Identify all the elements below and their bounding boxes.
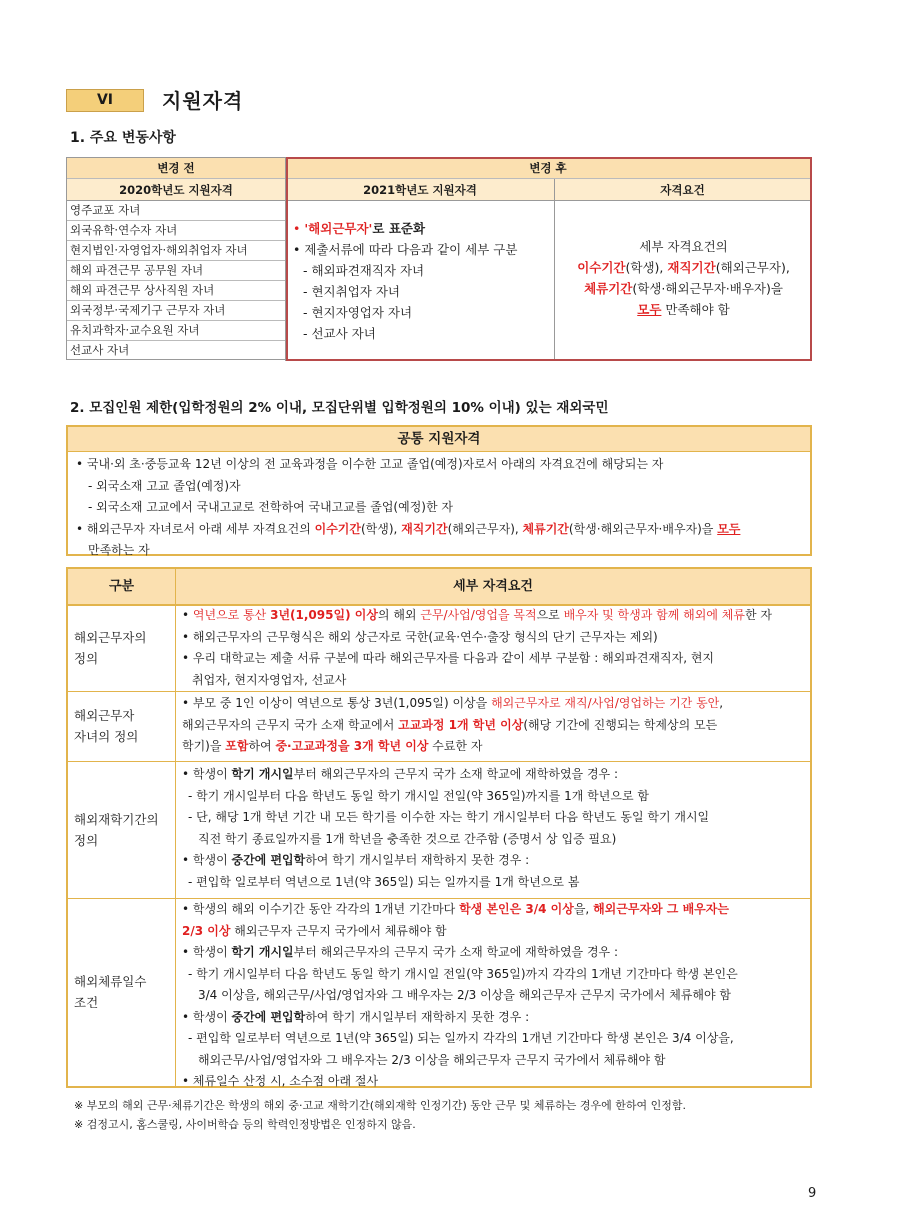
row-label-stay-days: 해외체류일수 조건	[74, 974, 147, 1010]
after-2021-content: • '해외근무자'로 표준화 • 제출서류에 따라 다음과 같이 세부 구분 - 해외파견재직자 자녀 - 현지취업자 자녀 - 현지자영업자 자녀 - 선교사 자녀	[293, 221, 518, 341]
list-item: 외국정부·국제기구 근무자 자녀	[67, 301, 285, 321]
row-detail-worker-child: • 부모 중 1인 이상이 역년으로 통상 3년(1,095일) 이상을 해외근무자로 재직/사업/영업하는 기간 동안, 해외근무자의 근무지 국가 소재 학교에서 고교과정 1개 학년 이상(해당 기간에 진행되는 학제상의 모든 학기)을 포함하여 중·고교과정을 3개 학년 이상 수료한 자	[182, 696, 724, 753]
after-highlight-frame	[286, 157, 812, 361]
footnote-2: ※ 검정고시, 홈스쿨링, 사이버학습 등의 학력인정방법은 인정하지 않음.	[74, 1118, 416, 1131]
subsection-title-1: 1. 주요 변동사항	[70, 130, 176, 146]
detail-header: 세부 자격요건	[176, 569, 810, 605]
requirement-content: 세부 자격요건의 이수기간(학생), 재직기간(해외근무자), 체류기간(학생·해외근무자·배우자)을 모두 만족해야 함	[577, 239, 790, 317]
list-item: 외국유학·연수자 자녀	[67, 221, 285, 241]
col-requirement-header: 자격요건	[555, 179, 810, 201]
subsection-title-2: 2. 모집인원 제한(입학정원의 2% 이내, 모집단위별 입학정원의 10% 이내) 있는 재외국민	[70, 400, 609, 416]
col-2021-header: 2021학년도 지원자격	[286, 179, 554, 201]
before-list	[67, 201, 285, 361]
col-2020-header: 2020학년도 지원자격	[67, 179, 285, 201]
list-item: 현지법인·자영업자·해외취업자 자녀	[67, 241, 285, 261]
row-detail-stay-days: • 학생의 해외 이수기간 동안 각각의 1개년 기간마다 학생 본인은 3/4 이상을, 해외근무자와 그 배우자는 2/3 이상 해외근무자 근무지 국가에서 체류해야 함 • 학생이 학기 개시일부터 해외근무자의 근무지 국가 소재 학교에 재학하였을 경우 : - 학기 개시일부터 다음 학년도 동일 학기 개시일 전일(약 365일)까지 각각의 1개년 기간마다 학생 본인은 3/4 이상을, 해외근무/사업/영업자와 그 배우자는 2/3 이상을 해외근무자 근무지 국가에서 체류해야 함 • 학생이 중간에 편입학하여 학기 개시일부터 재학하지 못한 경우 : - 편입학 일로부터 역년으로 1년(약 365일) 되는 일까지 각각의 1개년 기간마다 학생 본인은 3/4 이상을, 해외근무/사업/영업자와 그 배우자는 2/3 이상을 해외근무자 근무지 국가에서 체류해야 함 • 체류일수 산정 시, 소수점 아래 절사	[182, 902, 738, 1088]
row-detail-study-period: • 학생이 학기 개시일부터 해외근무자의 근무지 국가 소재 학교에 재학하였을 경우 : - 학기 개시일부터 다음 학년도 동일 학기 개시일 전일(약 365일)까지를 1개 학년으로 함 - 단, 해당 1개 학년 기간 내 모든 학기를 이수한 자는 학기 개시일부터 다음 학년도 동일 학기 개시일 직전 학기 종료일까지를 1개 학년을 충족한 것으로 간주함 (증명서 상 입증 필요) • 학생이 중간에 편입학하여 학기 개시일부터 재학하지 못한 경우 : - 편입학 일로부터 역년으로 1년(약 365일) 되는 일까지를 1개 학년으로 봄	[182, 767, 710, 889]
list-item: 영주교포 자녀	[67, 201, 285, 221]
section-number-badge: VI	[66, 89, 144, 112]
section-title: 지원자격	[162, 89, 244, 113]
detail-table	[66, 567, 812, 1088]
row-label-overseas-worker: 해외근무자의 정의	[74, 630, 147, 666]
row-label-worker-child: 해외근무자 자녀의 정의	[74, 708, 139, 744]
list-item: 유치과학자·교수요원 자녀	[67, 321, 285, 341]
after-header: 변경 후	[286, 158, 810, 179]
common-qualification-box: 공통 지원자격 • 국내·외 초·중등교육 12년 이상의 전 교육과정을 이수한 고교 졸업(예정)자로서 아래의 자격요건에 해당되는 자 - 외국소재 고교 졸업(예정)자 - 외국소재 고교에서 국내고교로 전학하여 국내고교를 졸업(예정)한 자 • 해외근무자 자녀로서 아래 세부 자격요건의 이수기간(학생), 재직기간(해외근무자), 체류기간(학생·해외근무자·배우자)을 모두 만족하는 자	[66, 425, 812, 556]
before-header: 변경 전	[67, 158, 285, 179]
list-item: 해외 파견근무 공무원 자녀	[67, 261, 285, 281]
footnote-1: ※ 부모의 해외 근무·체류기간은 학생의 해외 중·고교 재학기간(해외재학 인정기간) 동안 근무 및 체류하는 경우에 한하여 인정함.	[74, 1099, 687, 1112]
changes-table	[66, 157, 811, 360]
page-number: 9	[808, 1186, 817, 1201]
list-item: 선교사 자녀	[70, 343, 130, 357]
list-item: 해외 파견근무 상사직원 자녀	[67, 281, 285, 301]
category-header: 구분	[68, 569, 175, 605]
common-header: 공통 지원자격	[68, 427, 810, 452]
row-label-study-period: 해외재학기간의 정의	[74, 812, 159, 848]
row-detail-overseas-worker: • 역년으로 통산 3년(1,095일) 이상의 해외 근무/사업/영업을 목적으로 배우자 및 학생과 함께 해외에 체류한 자 • 해외근무자의 근무형식은 해외 상근자로 국한(교육·연수·출장 형식의 단기 근무자는 제외) • 우리 대학교는 제출 서류 구분에 따라 해외근무자를 다음과 같이 세부 구분함 : 해외파견재직자, 현지 취업자, 현지자영업자, 선교사	[182, 608, 772, 687]
